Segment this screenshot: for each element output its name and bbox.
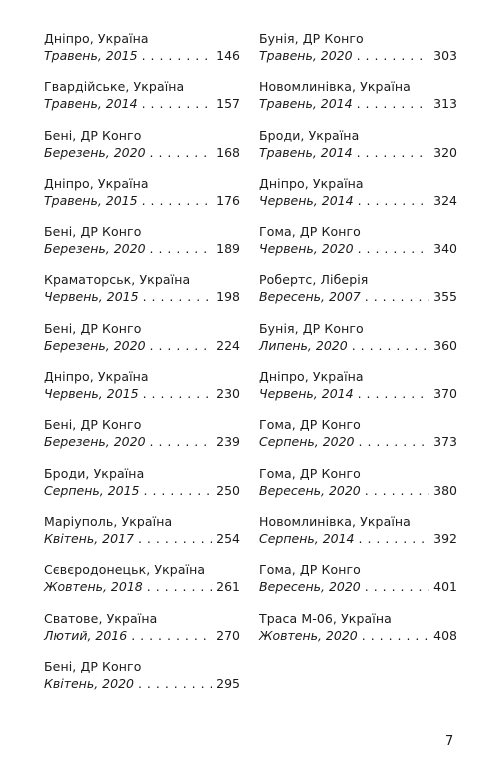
toc-entry <box>259 30 457 78</box>
entry-page-number: 320 <box>433 144 457 160</box>
dot-leader <box>138 530 212 547</box>
entry-date-line <box>259 578 457 595</box>
toc-entry <box>44 610 240 658</box>
entry-date: Червень, 2015 <box>44 289 139 305</box>
toc-entry <box>259 561 457 609</box>
entry-date: Травень, 2020 <box>259 48 353 63</box>
toc-entry <box>259 513 457 561</box>
entry-page-number: 261 <box>216 579 240 595</box>
entry-page-number: 198 <box>216 289 240 305</box>
entry-location: Робертс, Ліберія <box>259 272 369 288</box>
entry-page-number: 239 <box>216 434 240 450</box>
dot-leader <box>142 192 213 209</box>
entry-date: Травень, 2014 <box>259 144 353 160</box>
entry-date-line <box>44 482 240 499</box>
dot-leader <box>131 627 212 644</box>
entry-page-number: 340 <box>433 241 457 257</box>
entry-location: Дніпро, Україна <box>259 369 364 385</box>
entry-date: Жовтень, 2020 <box>259 627 358 643</box>
entry-page-number: 392 <box>433 530 457 546</box>
entry-date: Жовтень, 2018 <box>44 579 143 595</box>
entry-date-line <box>44 433 240 450</box>
toc-entry <box>259 416 457 464</box>
entry-date: Червень, 2020 <box>259 241 354 257</box>
entry-page-number: 168 <box>216 144 240 160</box>
entry-location: Бені, ДР Конго <box>44 127 142 143</box>
entry-date: Березень, 2020 <box>44 434 146 450</box>
entry-date-line <box>259 288 457 305</box>
entry-location: Дніпро, Україна <box>259 175 364 191</box>
entry-location: Новомлинівка, Україна <box>259 513 411 529</box>
entry-location: Маріуполь, Україна <box>44 513 173 529</box>
dot-leader <box>150 144 213 161</box>
entry-date: Квітень, 2020 <box>44 675 134 691</box>
dot-leader <box>147 578 212 595</box>
toc-entry <box>44 271 240 319</box>
entry-location: Гома, ДР Конго <box>259 417 361 433</box>
entry-page-number: 303 <box>433 48 457 63</box>
dot-leader <box>150 337 213 354</box>
entry-page-number: 360 <box>433 337 457 353</box>
entry-page-number: 295 <box>216 675 240 691</box>
toc-entry <box>259 320 457 368</box>
entry-page-number: 370 <box>433 386 457 402</box>
toc-column-right <box>259 30 457 658</box>
entry-location: Гома, ДР Конго <box>259 465 361 481</box>
entry-date: Серпень, 2015 <box>44 482 140 498</box>
entry-date: Березень, 2020 <box>44 144 146 160</box>
entry-location: Гвардійське, Україна <box>44 79 185 95</box>
entry-page-number: 254 <box>216 530 240 546</box>
dot-leader <box>150 240 213 257</box>
toc-column-left <box>44 30 240 706</box>
entry-location: Дніпро, Україна <box>44 175 149 191</box>
toc-entry <box>44 465 240 513</box>
entry-location: Броди, Україна <box>44 465 145 481</box>
dot-leader <box>358 192 430 209</box>
entry-date-line <box>259 433 457 450</box>
entry-location: Бені, ДР Конго <box>44 224 142 240</box>
toc-entry <box>259 223 457 271</box>
dot-leader <box>142 47 213 64</box>
dot-leader <box>138 675 212 692</box>
dot-leader <box>365 482 429 499</box>
entry-date-line <box>259 385 457 402</box>
entry-date: Червень, 2015 <box>44 386 139 402</box>
entry-date: Серпень, 2014 <box>259 530 355 546</box>
entry-date-line <box>44 530 240 547</box>
entry-date-line <box>44 47 240 64</box>
entry-date: Червень, 2014 <box>259 192 354 208</box>
entry-date-line <box>44 144 240 161</box>
entry-date: Серпень, 2020 <box>259 434 355 450</box>
entry-date: Травень, 2015 <box>44 192 138 208</box>
entry-date-line <box>44 578 240 595</box>
entry-date-line <box>44 95 240 112</box>
entry-date: Вересень, 2007 <box>259 289 361 305</box>
dot-leader <box>365 288 429 305</box>
entry-date: Травень, 2014 <box>259 96 353 112</box>
entry-date-line <box>259 627 457 644</box>
dot-leader <box>359 530 430 547</box>
entry-date: Червень, 2014 <box>259 386 354 402</box>
toc-entry <box>44 223 240 271</box>
entry-location: Краматорськ, Україна <box>44 272 191 288</box>
toc-entry <box>44 320 240 368</box>
entry-date-line <box>44 192 240 209</box>
entry-page-number: 157 <box>216 96 240 112</box>
toc-entry <box>44 78 240 126</box>
entry-page-number: 270 <box>216 627 240 643</box>
dot-leader <box>357 95 430 112</box>
toc-entry <box>259 127 457 175</box>
toc-entry <box>259 271 457 319</box>
dot-leader <box>150 433 213 450</box>
entry-location: Бені, ДР Конго <box>44 320 142 336</box>
entry-page-number: 224 <box>216 337 240 353</box>
dot-leader <box>144 482 213 499</box>
entry-date-line <box>44 288 240 305</box>
toc-entry <box>259 175 457 223</box>
entry-page-number: 230 <box>216 386 240 402</box>
entry-page-number: 355 <box>433 289 457 305</box>
entry-page-number: 408 <box>433 627 457 643</box>
entry-page-number: 401 <box>433 579 457 595</box>
entry-location: Новомлинівка, Україна <box>259 79 411 95</box>
dot-leader <box>359 433 430 450</box>
entry-date: Травень, 2014 <box>44 96 138 112</box>
entry-page-number: 189 <box>216 241 240 257</box>
dot-leader <box>365 578 429 595</box>
entry-page-number: 250 <box>216 482 240 498</box>
entry-date-line <box>44 337 240 354</box>
entry-location: Бені, ДР Конго <box>44 658 142 674</box>
toc-entry <box>259 368 457 416</box>
entry-page-number: 380 <box>433 482 457 498</box>
entry-location: Броди, Україна <box>259 127 360 143</box>
entry-location: Бені, ДР Конго <box>44 417 142 433</box>
entry-page-number: 176 <box>216 192 240 208</box>
entry-date: Липень, 2020 <box>259 337 348 353</box>
toc-entry <box>44 416 240 464</box>
entry-location: Бунія, ДР Конго <box>259 31 364 46</box>
entry-date-line <box>259 482 457 499</box>
toc-entry <box>44 561 240 609</box>
entry-date: Лютий, 2016 <box>44 627 128 643</box>
toc-entry <box>259 465 457 513</box>
entry-date-line <box>259 240 457 257</box>
toc-entry <box>44 368 240 416</box>
dot-leader <box>358 385 430 402</box>
entry-date: Березень, 2020 <box>44 337 146 353</box>
entry-date-line <box>259 144 457 161</box>
dot-leader <box>142 95 213 112</box>
entry-date: Березень, 2020 <box>44 241 146 257</box>
dot-leader <box>362 627 429 644</box>
dot-leader <box>143 288 213 305</box>
page-number: 7 <box>445 734 454 749</box>
entry-location: Сватове, Україна <box>44 610 158 626</box>
dot-leader <box>358 240 430 257</box>
toc-entry <box>44 175 240 223</box>
entry-date-line <box>259 95 457 112</box>
entry-date: Квітень, 2017 <box>44 530 134 546</box>
entry-date-line <box>259 530 457 547</box>
entry-page-number: 313 <box>433 96 457 112</box>
entry-page-number: 146 <box>216 48 240 63</box>
entry-location: Бунія, ДР Конго <box>259 320 364 336</box>
entry-location: Дніпро, Україна <box>44 369 149 385</box>
entry-date-line <box>259 337 457 354</box>
entry-date: Травень, 2015 <box>44 48 138 63</box>
entry-location: Гома, ДР Конго <box>259 224 361 240</box>
toc-entry <box>44 513 240 561</box>
entry-page-number: 373 <box>433 434 457 450</box>
entry-date: Вересень, 2020 <box>259 579 361 595</box>
dot-leader <box>143 385 213 402</box>
dot-leader <box>352 337 429 354</box>
dot-leader <box>357 144 430 161</box>
entry-location: Гома, ДР Конго <box>259 562 361 578</box>
entry-location: Траса М-06, Україна <box>259 610 392 626</box>
entry-location: Дніпро, Україна <box>44 31 149 46</box>
entry-date-line <box>44 385 240 402</box>
entry-location: Сєвєродонецьк, Україна <box>44 562 206 578</box>
entry-date-line <box>44 627 240 644</box>
entry-date-line <box>259 47 457 64</box>
entry-date-line <box>44 675 240 692</box>
toc-entry <box>44 127 240 175</box>
toc-entry <box>44 30 240 78</box>
entry-date: Вересень, 2020 <box>259 482 361 498</box>
dot-leader <box>357 47 430 64</box>
entry-date-line <box>259 192 457 209</box>
toc-entry <box>44 658 240 706</box>
toc-entry <box>259 78 457 126</box>
toc-entry <box>259 610 457 658</box>
entry-page-number: 324 <box>433 192 457 208</box>
entry-date-line <box>44 240 240 257</box>
